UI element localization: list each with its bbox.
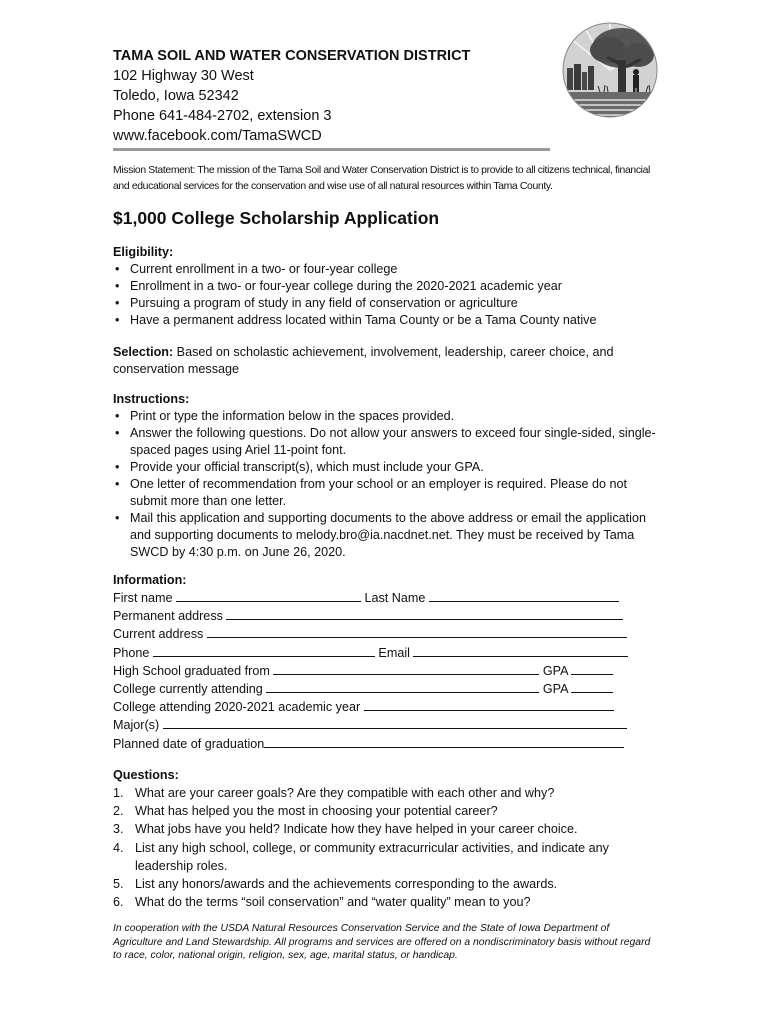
phone-email-row	[113, 644, 658, 662]
question-number: 4.	[113, 840, 124, 855]
graduation-field[interactable]	[264, 735, 624, 748]
list-item: • Mail this application and supporting documents to the above address or email the application and supporting documents to melody.bro@ia.nacdnet.net. They must be received by Tama SWCD by 4:30 p.m. on June 26, 2020.	[113, 510, 658, 561]
question-number: 2.	[113, 804, 124, 819]
majors-field[interactable]	[163, 716, 627, 729]
list-item: • Pursuing a program of study in any field of conservation or agriculture	[113, 295, 658, 312]
nondiscrimination-footer: In cooperation with the USDA Natural Resources Conservation Service and the State of Iowa Department of Agriculture and Land Stewardship. All programs and services are offered on a nondiscriminatory basis without regard to race, color, national origin, religion, sex, age, marital status, or handicap.	[113, 923, 651, 961]
questions-list	[113, 784, 658, 911]
gpa-label: GPA	[542, 682, 568, 697]
selection-section	[113, 344, 658, 378]
list-item: • One letter of recommendation from your school or an employer is required. Please do not submit more than one letter.	[113, 476, 658, 510]
question-text: What has helped you the most in choosing your potential career?	[135, 804, 498, 819]
college-2020-row	[113, 698, 658, 716]
mission-statement: Mission Statement: The mission of the Tama Soil and Water Conservation District is to provide to all citizens technical, financial and educational services for the conservation and wise use of all natural resources within Tama County.	[113, 165, 651, 192]
information-heading: Information:	[113, 573, 187, 587]
list-item	[113, 784, 658, 802]
permanent-address-row	[113, 607, 658, 625]
website-link[interactable]: www.facebook.com/TamaSWCD	[113, 128, 322, 144]
question-number: 5.	[113, 877, 124, 892]
first-name-field[interactable]	[176, 589, 361, 602]
list-item	[113, 893, 658, 911]
org-name: TAMA SOIL AND WATER CONSERVATION DISTRICT	[113, 48, 471, 64]
gpa-label: GPA	[542, 663, 568, 678]
phone-line: Phone 641-484-2702, extension 3	[113, 108, 332, 124]
permanent-address-label: Permanent address	[113, 609, 223, 624]
college-2020-label: College attending 2020-2021 academic year	[113, 700, 361, 715]
list-item	[113, 839, 658, 875]
college-current-row	[113, 680, 658, 698]
address-city: Toledo, Iowa 52342	[113, 88, 239, 104]
list-item	[113, 802, 658, 820]
list-item: • Have a permanent address located within Tama County or be a Tama County native	[113, 312, 658, 329]
instructions-list	[113, 408, 658, 561]
header-divider	[113, 148, 550, 151]
last-name-field[interactable]	[429, 589, 619, 602]
college-current-field[interactable]	[266, 680, 539, 693]
name-row	[113, 589, 658, 607]
instructions-heading: Instructions:	[113, 392, 190, 406]
email-label: Email	[378, 645, 410, 660]
eligibility-list	[113, 261, 658, 329]
list-item: • Current enrollment in a two- or four-year college	[113, 261, 658, 278]
permanent-address-field[interactable]	[226, 607, 623, 620]
page-title: $1,000 College Scholarship Application	[113, 208, 440, 228]
high-school-row	[113, 662, 658, 680]
tree-and-farmer-logo-icon	[560, 20, 660, 120]
email-field[interactable]	[413, 644, 628, 657]
questions-heading: Questions:	[113, 768, 179, 782]
college-current-label: College currently attending	[113, 682, 263, 697]
question-number: 3.	[113, 822, 124, 837]
high-school-label: High School graduated from	[113, 663, 270, 678]
list-item: • Answer the following questions. Do not allow your answers to exceed four single-sided, single-spaced pages using Ariel 11-point font.	[113, 425, 658, 459]
question-text: List any high school, college, or community extracurricular activities, and indicate any leadership roles.	[135, 840, 609, 873]
instructions-section	[113, 391, 658, 561]
first-name-label: First name	[113, 591, 173, 605]
question-text: What are your career goals? Are they compatible with each other and why?	[135, 786, 555, 800]
list-item	[113, 820, 658, 838]
graduation-label: Planned date of graduation	[113, 736, 265, 751]
questions-section	[113, 767, 658, 911]
phone-label: Phone	[113, 645, 150, 660]
phone-field[interactable]	[153, 644, 375, 657]
eligibility-section	[113, 244, 658, 329]
current-address-label: Current address	[113, 627, 204, 642]
address-street: 102 Highway 30 West	[113, 68, 254, 84]
information-section	[113, 572, 658, 753]
question-number: 6.	[113, 895, 124, 910]
eligibility-heading: Eligibility:	[113, 245, 174, 259]
question-text: What do the terms “soil conservation” and “water quality” mean to you?	[135, 895, 531, 910]
last-name-label: Last Name	[364, 591, 426, 605]
list-item: • Print or type the information below in the spaces provided.	[113, 408, 658, 425]
question-text: List any honors/awards and the achievements corresponding to the awards.	[135, 877, 558, 892]
high-school-gpa-field[interactable]	[571, 662, 613, 675]
graduation-row	[113, 735, 658, 753]
question-number: 1.	[113, 786, 124, 800]
majors-label: Major(s)	[113, 718, 160, 733]
college-2020-field[interactable]	[364, 698, 614, 711]
current-address-row	[113, 625, 658, 643]
current-address-field[interactable]	[207, 625, 627, 638]
list-item	[113, 875, 658, 893]
college-gpa-field[interactable]	[571, 680, 613, 693]
majors-row	[113, 716, 658, 734]
list-item: • Enrollment in a two- or four-year college during the 2020-2021 academic year	[113, 278, 658, 295]
question-text: What jobs have you held? Indicate how they have helped in your career choice.	[135, 822, 578, 837]
selection-heading: Selection:	[113, 345, 174, 359]
selection-text: Based on scholastic achievement, involvement, leadership, career choice, and conservation message	[113, 345, 614, 376]
letterhead	[113, 46, 553, 146]
list-item: • Provide your official transcript(s), which must include your GPA.	[113, 459, 658, 476]
high-school-field[interactable]	[273, 662, 539, 675]
